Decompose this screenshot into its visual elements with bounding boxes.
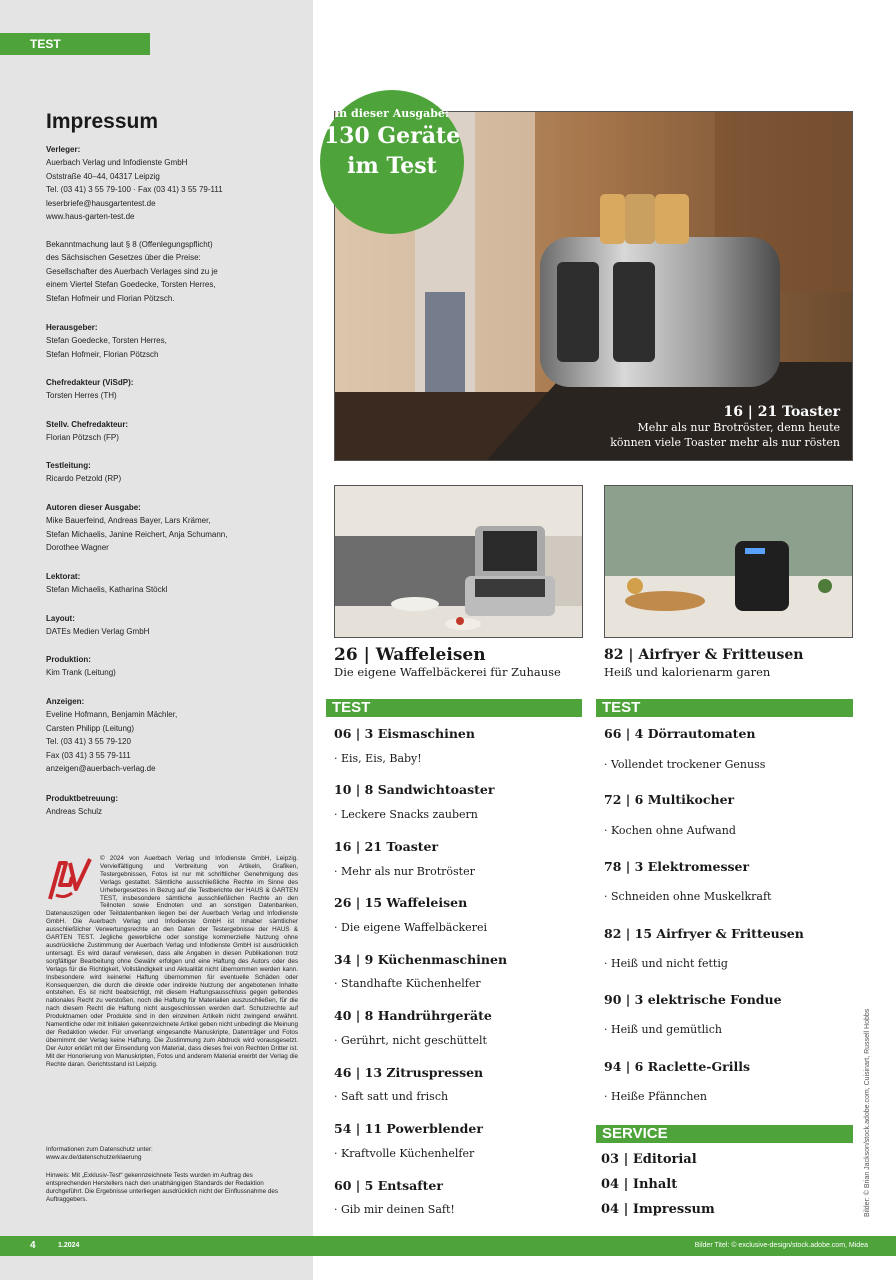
toc-left-sub: · Gib mir deinen Saft!	[334, 1203, 455, 1216]
autoren-line: Mike Bauerfeind, Andreas Bayer, Lars Krämer,	[46, 516, 211, 526]
toc-left-title[interactable]: 40 | 8 Handrührgeräte	[334, 1008, 492, 1023]
toc-left-title[interactable]: 54 | 11 Powerblender	[334, 1121, 483, 1136]
footer-bar	[0, 1236, 896, 1256]
impressum-stellv	[46, 418, 304, 445]
stellv-line: Florian Pötzsch (FP)	[46, 433, 119, 443]
datenschutz-line: Informationen zum Datenschutz unter:	[46, 1146, 153, 1153]
toc-right-sub: · Heiß und gemütlich	[604, 1023, 722, 1036]
stellv-label: Stellv. Chefredakteur:	[46, 420, 129, 429]
toc-left-title[interactable]: 26 | 15 Waffeleisen	[334, 895, 468, 910]
section-tag: TEST	[0, 33, 150, 55]
hero-desc: können viele Toaster mehr als nur rösten	[610, 436, 840, 449]
toc-right-title[interactable]: 78 | 3 Elektromesser	[604, 859, 750, 874]
produktbetreuung-label: Produktbetreuung:	[46, 794, 118, 803]
hinweis-text: Hinweis: Mit „Exklusiv-Test“ gekennzeichnete Tests wurden im Auftrag des entsprechenden Herstellers nach den unabhängigen Standards der Redaktion durchgeführt. Die Ergebnisse unterliegen ausdrücklich nicht der Einflussnahme des Auftraggebers.	[46, 1172, 279, 1203]
bekanntmachung-line: Stefan Hofmeir und Florian Pötzsch.	[46, 293, 175, 303]
verleger-email[interactable]: leserbriefe@hausgartentest.de	[46, 198, 156, 208]
verleger-label: Verleger:	[46, 145, 81, 154]
produktbetreuung-line: Andreas Schulz	[46, 807, 103, 817]
layout-line: DATEs Medien Verlag GmbH	[46, 627, 150, 637]
feature-right-sub: Heiß und kalorienarm garen	[604, 665, 771, 679]
impressum-produktbetreuung	[46, 792, 304, 819]
layout-label: Layout:	[46, 614, 75, 623]
badge-big: 130 Geräte	[323, 123, 461, 149]
toc-right-title[interactable]: 90 | 3 elektrische Fondue	[604, 992, 782, 1007]
service-item-impressum[interactable]: 04 | Impressum	[601, 1202, 715, 1217]
toc-right-sub: · Schneiden ohne Muskelkraft	[604, 890, 772, 903]
toc-left-sub: · Eis, Eis, Baby!	[334, 752, 422, 765]
toc-left-sub: · Mehr als nur Brotröster	[334, 865, 475, 878]
toc-left-title[interactable]: 34 | 9 Küchenmaschinen	[334, 952, 508, 967]
impressum-bekanntmachung	[46, 238, 304, 305]
anzeigen-line: Carsten Philipp (Leitung)	[46, 723, 135, 733]
feature-right-title	[604, 647, 803, 663]
footer-credit: Bilder Titel: © exclusive-design/stock.adobe.com, Midea	[694, 1242, 868, 1249]
testleitung-label: Testleitung:	[46, 461, 91, 470]
toc-right-sub: · Heiße Pfännchen	[604, 1090, 708, 1103]
impressum-lektorat	[46, 570, 304, 597]
toc-right-sub: · Vollendet trockener Genuss	[604, 758, 766, 771]
verleger-line: Oststraße 40–44, 04317 Leipzig	[46, 171, 160, 181]
toc-right-title[interactable]: 82 | 15 Airfryer & Fritteusen	[604, 926, 804, 941]
herausgeber-label: Herausgeber:	[46, 323, 98, 332]
toc-left-title[interactable]: 46 | 13 Zitruspressen	[334, 1065, 484, 1080]
impressum-anzeigen	[46, 695, 304, 775]
legal-text: © 2024 von Auerbach Verlag und Infodienste GmbH, Leipzig. Vervielfältigung und Verbreitung von Artikeln, Grafiken, Testergebnissen, Fotos ist nur mit schriftlicher Genehmigung des Verlags gestattet. Sämtliche ausschließliche Rechte im Sinne des Urhebergesetzes in Bezug auf die Testberichte der HAUS & GARTEN TEST, insbesondere sämtliche ausschließlichen Rechte an den Teilnoten sowie Endnoten und an sonstigen Datenbanken, Datenauszügen oder Teildatenbanken liegen bei der Auerbach Verlag und Infodienste GmbH. Die Auerbach Verlag und Infodienste GmbH ist Inhaber sämtlicher ausschließlicher Verwertungsrechte an den Daten der Testergebnisse der HAUS & GARTEN TEST. Jegliche gewerbliche oder sonstige kommerzielle Nutzung ohne ausdrückliche Zustimmung der Auerbach Verlag und Infodienste GmbH ist ausdrücklich untersagt. Es wird darauf verwiesen, dass alle Angaben in diesen Publikationen trotz sorgfältiger Bearbeitung ohne Gewähr erfolgen und eine Haftung des Autors oder des Verlags für die Richtigkeit, Vollständigkeit und Aktualität nicht übernommen werden kann. Insbesondere wird keinerlei Haftung übernommen für eventuelle Schäden oder Konsequenzen, die durch die direkte oder indirekte Nutzung der angebotenen Inhalte entstehen. Es ist nicht beabsichtigt, mit diesem Haftungsausschluss gegen geltendes nationales Recht zu verstoßen, noch die Haftung für Materialien auszuschließen, für die nach diesem Recht die Haftung nicht ausgeschlossen werden darf. Schutzrechte auf Produktnamen oder Produkte sind in den einzelnen Artikeln nicht zwingend erwähnt. Namentliche oder mit Initialen gekennzeichnete Artikel geben nicht unbedingt die Meinung der Redaktion wieder. Für unverlangt eingesandte Manuskripte, Datenträger und Fotos übernimmt der Verlag keine Haftung. Die Zustimmung zum Abdruck wird vorausgesetzt. Der Autor erklärt mit der Einsendung von Material, dass dieses frei von Rechten Dritter ist. Mit der Honorierung von Manuskripten, Fotos und anderem Material erwirbt der Verlag die Rechte daran. Gerichtsstand ist Leipzig.	[46, 855, 298, 1068]
chefredakteur-label: Chefredakteur (ViSdP):	[46, 378, 134, 387]
lektorat-line: Stefan Michaelis, Katharina Stöckl	[46, 585, 168, 595]
hero-caption	[610, 404, 840, 450]
impressum-testleitung	[46, 459, 304, 486]
airfryer-image	[605, 486, 853, 638]
bekanntmachung-line: einem Viertel Stefan Goedecke, Torsten Herres,	[46, 280, 216, 290]
legal-block	[46, 855, 298, 1068]
toc-right-title[interactable]: 94 | 6 Raclette-Grills	[604, 1059, 751, 1074]
test-right-label: TEST	[596, 699, 853, 717]
hero-title: 16 | 21 Toaster	[723, 404, 840, 420]
toc-left-sub: · Gerührt, nicht geschüttelt	[334, 1034, 487, 1047]
toc-left-sub: · Die eigene Waffelbäckerei	[334, 921, 487, 934]
hero-desc: Mehr als nur Brotröster, denn heute	[637, 421, 840, 434]
feature-left-name: Waffeleisen	[375, 645, 486, 665]
impressum-layout	[46, 612, 304, 639]
herausgeber-line: Stefan Goedecke, Torsten Herres,	[46, 336, 167, 346]
feature-left-title	[334, 645, 486, 665]
lektorat-label: Lektorat:	[46, 572, 81, 581]
anzeigen-line: Tel. (03 41) 3 55 79-120	[46, 737, 131, 747]
produktion-label: Produktion:	[46, 655, 91, 664]
toc-left-title[interactable]: 06 | 3 Eismaschinen	[334, 726, 475, 741]
produktion-line: Kim Trank (Leitung)	[46, 668, 116, 678]
badge-big: im Test	[347, 153, 437, 179]
av-logo-icon	[46, 855, 96, 905]
verleger-website[interactable]: www.haus-garten-test.de	[46, 212, 135, 222]
issue-number: 1.2024	[58, 1242, 80, 1249]
anzeigen-label: Anzeigen:	[46, 697, 85, 706]
feature-right-name: Airfryer & Fritteusen	[638, 647, 804, 663]
autoren-line: Dorothee Wagner	[46, 543, 109, 553]
toc-left-title[interactable]: 60 | 5 Entsafter	[334, 1178, 443, 1193]
autoren-line: Stefan Michaelis, Janine Reichert, Anja Schumann,	[46, 529, 228, 539]
testleitung-line: Ricardo Petzold (RP)	[46, 474, 122, 484]
impressum-title: Impressum	[46, 110, 159, 133]
feature-left-sub: Die eigene Waffelbäckerei für Zuhause	[334, 665, 561, 679]
feature-right-num: 82 |	[604, 647, 639, 663]
impressum-produktion	[46, 653, 304, 680]
toc-left-sub: · Standhafte Küchenhelfer	[334, 977, 481, 990]
anzeigen-line: Fax (03 41) 3 55 79-111	[46, 750, 131, 760]
toc-right-sub: · Kochen ohne Aufwand	[604, 824, 736, 837]
chefredakteur-line: Torsten Herres (TH)	[46, 391, 117, 401]
datenschutz-block	[46, 1146, 298, 1162]
anzeigen-email[interactable]: anzeigen@auerbach-verlag.de	[46, 764, 156, 774]
page-number: 4	[30, 1240, 36, 1251]
issue-badge	[320, 90, 464, 234]
toc-right-sub: · Heiß und nicht fettig	[604, 957, 728, 970]
toc-left-title[interactable]: 10 | 8 Sandwichtoaster	[334, 782, 495, 797]
bekanntmachung-line: des Sächsischen Gesetzes über die Preise:	[46, 253, 201, 263]
impressum-autoren	[46, 501, 304, 555]
badge-small: in dieser Ausgabe:	[335, 107, 449, 120]
verleger-line: Auerbach Verlag und Infodienste GmbH	[46, 158, 188, 168]
toc-left-sub: · Saft satt und frisch	[334, 1090, 449, 1103]
waffle-photo	[334, 485, 583, 638]
datenschutz-link[interactable]: www.av.de/datenschutzerklaerung	[46, 1153, 142, 1161]
bekanntmachung-line: Bekanntmachung laut § 8 (Offenlegungspflicht)	[46, 240, 213, 249]
side-photo-credit: Bilder: © Brian Jackson/stock.adobe.com, Cuisinart, Russell Hobbs	[864, 1008, 871, 1217]
toc-left-sub: · Leckere Snacks zaubern	[334, 808, 478, 821]
service-item-editorial[interactable]: 03 | Editorial	[601, 1152, 697, 1167]
anzeigen-line: Eveline Hofmann, Benjamin Mächler,	[46, 710, 178, 720]
autoren-label: Autoren dieser Ausgabe:	[46, 503, 141, 512]
impressum-verleger	[46, 143, 304, 223]
feature-left-num: 26 |	[334, 645, 376, 665]
test-left-label: TEST	[326, 699, 582, 717]
toc-right-title[interactable]: 66 | 4 Dörrautomaten	[604, 726, 756, 741]
herausgeber-line: Stefan Hofmeir, Florian Pötzsch	[46, 349, 159, 359]
impressum-herausgeber	[46, 321, 304, 361]
verleger-line: Tel. (03 41) 3 55 79-100 · Fax (03 41) 3 55 79-111	[46, 185, 223, 195]
waffle-iron-image	[335, 486, 583, 638]
service-label: SERVICE	[596, 1125, 853, 1143]
toc-left-title[interactable]: 16 | 21 Toaster	[334, 839, 439, 854]
toc-right-title[interactable]: 72 | 6 Multikocher	[604, 792, 735, 807]
impressum-chefredakteur	[46, 376, 304, 403]
bekanntmachung-line: Gesellschafter des Auerbach Verlages sind zu je	[46, 266, 218, 276]
service-item-inhalt[interactable]: 04 | Inhalt	[601, 1177, 678, 1192]
airfryer-photo	[604, 485, 853, 638]
toc-left-sub: · Kraftvolle Küchenhelfer	[334, 1147, 475, 1160]
